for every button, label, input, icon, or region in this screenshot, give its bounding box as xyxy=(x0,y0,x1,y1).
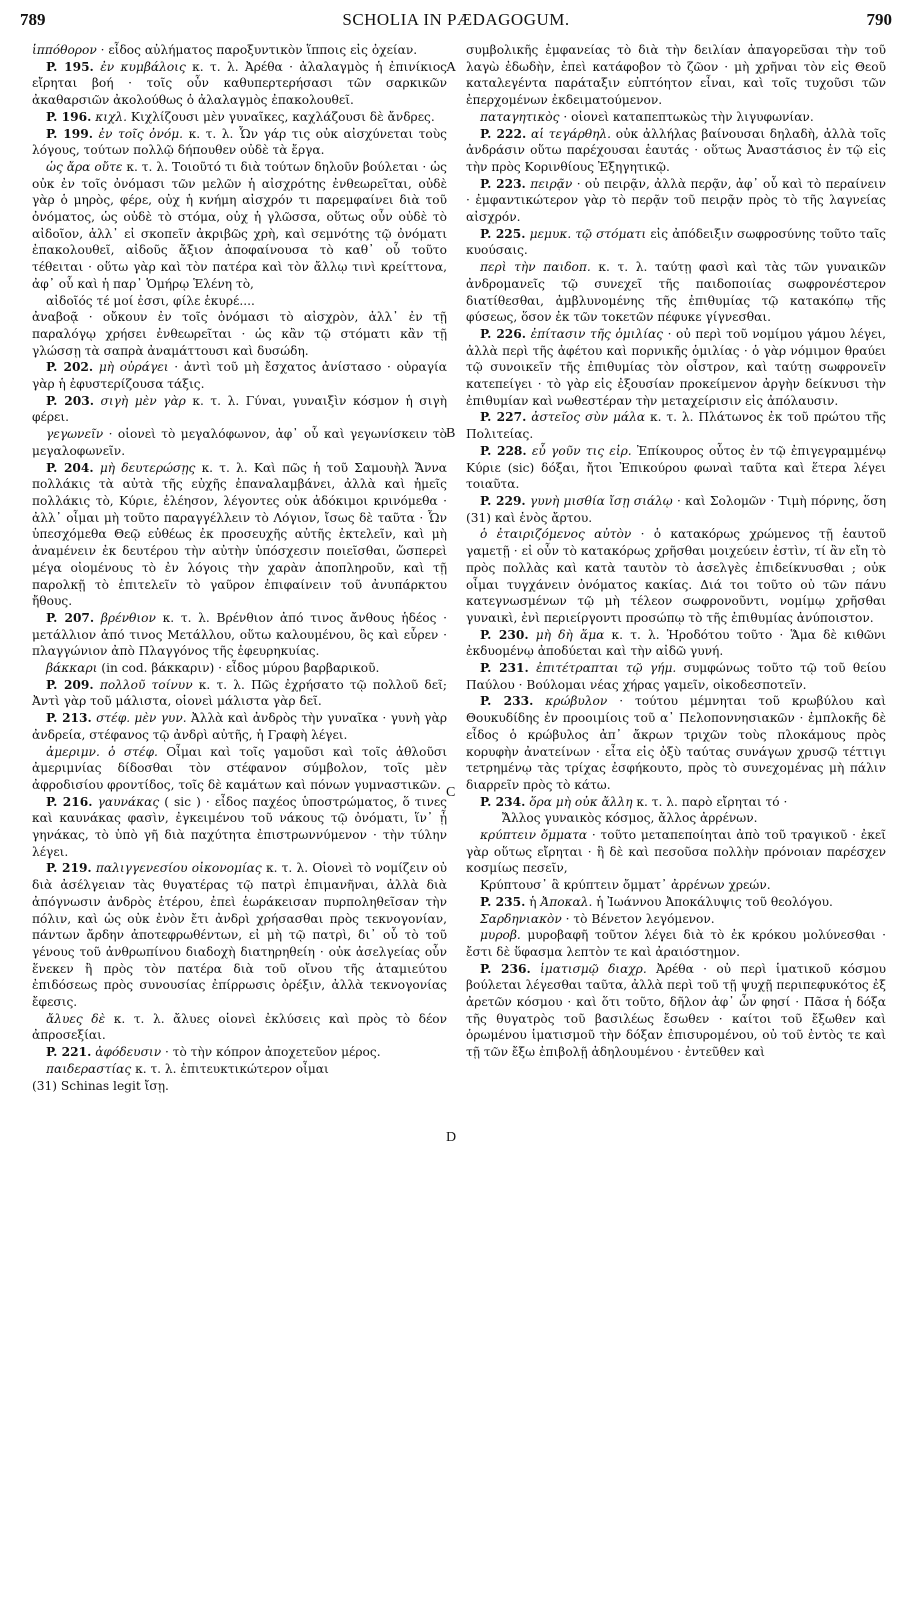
left-paragraph: παιδεραστίας κ. τ. λ. ἐπιτευκτικώτερον οἶμαι xyxy=(46,1061,329,1076)
right-paragraph: συμβολικῆς ἐμφανείας τὸ διὰ τὴν δειλίαν ἀπαγορεῦσαι τὴν τοῦ λαγὼ ἐδωδὴν, ἐπεὶ κατάφοβον τὸ ζῶον · μὴ χρῆναι τὸν εἰς Θεοῦ καταλεγέντα παράταξιν εὐπτόητον εἶναι, καὶ τοῖς τυχοῦσι τῶν ἐπερχομένων ἐκδειματούμενον. xyxy=(466,43,886,108)
margin-letter-a: A xyxy=(446,60,457,75)
left-paragraph: P. 213. στέφ. μὲν γυν. Ἀλλὰ καὶ ἀνδρὸς τὴν γυναῖκα · γυνὴ γὰρ ἀνδρεία, στέφανος τῷ ἀνδρὶ αὐτῆς, ἡ Γραφὴ λέγει. xyxy=(32,711,447,742)
right-paragraph: P. 226. ἐπίτασιν τῆς ὁμιλίας · οὐ περὶ τοῦ νομίμου γάμου λέγει, ἀλλὰ περὶ τῆς ἀφέτου καὶ πορνικῆς ὁμιλίας · ὁ γὰρ νόμιμον θραύει τῷ συνοικεῖν τῆς ἐπιθυμίας τὸν οἶστρον, καὶ ταύτῃ σωφρονεῖν κατεπείγει · τὸ γὰρ εἰς ἐξουσίαν προκείμενον ἀργὴν δείκνυσι τὴν ἐπιθυμίαν καὶ νωθεστέραν τὴν μεταχείρισιν εἰς ἀπόλαυσιν. xyxy=(466,326,886,408)
left-paragraph: ἄλυες δὲ κ. τ. λ. ἄλυες οἱονεὶ ἐκλύσεις καὶ πρὸς τὸ δέον ἀπροσεξίαι. xyxy=(32,1011,448,1043)
margin-letter-b: B xyxy=(446,426,456,441)
margin-letter-d: D xyxy=(446,1130,457,1145)
right-paragraph: μυροβ. μυροβαφῆ τοῦτον λέγει διὰ τὸ ἐκ κρόκου μολύνεσθαι · ἔστι δὲ ὕφασμα λεπτὸν τε καὶ ἀραιόστημον. xyxy=(466,928,886,959)
left-paragraph: ἱππόθορον · εἶδος αὐλήματος παροξυντικὸν ἵπποις εἰς ὀχείαν. xyxy=(32,43,418,57)
left-paragraph: γεγωνεῖν · οἱονεὶ τὸ μεγαλόφωνον, ἀφ᾽ οὗ καὶ γεγωνίσκειν τὸ μεγαλοφωνεῖν. xyxy=(32,427,447,458)
right-paragraph: P. 230. μὴ δὴ ἅμα κ. τ. λ. Ἡροδότου τοῦτο · Ἅμα δὲ κιθῶνι ἐκδυομένῳ ἀποδύεται καὶ τὴν αἰδῶ γυνή. xyxy=(466,627,886,659)
right-paragraph: κρύπτειν ὄμματα · τοῦτο μεταπεποίηται ἀπὸ τοῦ τραγικοῦ · ἐκεῖ γὰρ οὕτως εἴρηται · ἣ δὲ καὶ πεσοῦσα πολλὴν πρόνοιαν παρέσχεν κοσμίως πεσεῖν, xyxy=(466,828,886,876)
left-paragraph: ἀμεριμν. ὁ στέφ. Οἶμαι καὶ τοῖς γαμοῦσι καὶ τοῖς ἀθλοῦσι ἀμεριμνίας δίδοσθαι τὸν στέφανον σύμβολον, τοῖς μὲν ἀφροδισίου φροντίδος, τοῖς δὲ καμάτων καὶ πόνων γυμναστικῶν. xyxy=(32,744,447,792)
running-header xyxy=(20,10,892,36)
left-paragraph: P. 219. παλιγγενεσίου οἰκονομίας κ. τ. λ. Οἱονεὶ τὸ νομίζειν οὐ διὰ ἀσέλγειαν τὰς θυγατέρας τῷ πατρὶ ἐπιμανῆναι, ἀλλὰ διὰ ἀπόγνωσιν ἀνδρὸς ἑτέρου, ἐπεὶ ἑωράκεισαν πυρποληθεῖσαν τὴν πόλιν, καὶ ὡς οὐκ ἐνὸν ἔτι ἀνδρὶ χρήσασθαι πρὸς τεκνογονίαν, πάντων ἄρδην ἀποτεφρωθέντων, εἰ μὴ τῷ πατρὶ, δι᾽ οὗ τὸ τοῦ γένους τοῦ ἀνθρωπίνου διαδοχὴ διατηρηθείη · οὐκ ἀσελγείας οὖν ἕνεκεν ἢ πρὸς τὸν πατέρα διὰ τοῦ οἴνου τῆς ἀταμιεύτου ἐπιδόσεως πρὸς συνουσίας ἐπίρρωσις ὀρέξιν, ἀλλὰ τεκνογονίας ἔφεσις. xyxy=(32,861,448,1010)
left-paragraph: P. 204. μὴ δευτερώσῃς κ. τ. λ. Καὶ πῶς ἡ τοῦ Σαμουὴλ Ἄννα πολλάκις τὰ αὐτὰ τῆς εὐχῆς ἐπαναλαμβάνει, ἀλλὰ καὶ ἡμεῖς πολλάκις τὸ, Κύριε, ἐλέησον, λέγοντες οὐκ ἀδόκιμοι κρινόμεθα · ἀλλ᾽ οἶμαι μὴ τοῦτο παραγγέλλειν τὸ Λόγιον, ἴσως δὲ ταῦτα · Ὧν ὑπεσχόμεθα Θεῷ εὐθέως ἐκ προσευχῆς αὐτῆς ἐκτελεῖν, καὶ μὴ ἀναμένειν ἐκ δευτέρου τὴν αὐτὴν ὑπόσχεσιν ποιεῖσθαι, ὥσπερεὶ μέγα οἰομένους τὸ ἐν λόγοις τὴν χαρὰν ἀποπληροῦν, καὶ τῇ παρολκῇ τὸ ἐπιτελεῖν τὸ γαῦρον ἐπιφαίνειν τοῦ ἀνυπάρκτου ἤθους. xyxy=(32,460,447,609)
right-column xyxy=(466,42,886,1061)
right-paragraph: P. 225. μεμυκ. τῷ στόματι εἰς ἀπόδειξιν σωφροσύνης τοῦτο ταῖς κυούσαις. xyxy=(466,226,887,258)
left-paragraph: P. 221. ἀφόδευσιν · τὸ τὴν κόπρον ἀποχετεῦον μέρος. xyxy=(46,1045,381,1060)
left-paragraph: P. 207. βρένθιον κ. τ. λ. Βρένθιον ἀπό τινος ἄνθους ἡδέος · μετάλλιον ἀπό τινος Μετάλλου, οὕτω καλουμένου, ὃς καὶ εὗρεν · πλαγγώνιον ἀπὸ Πλαγγόνος τῆς ἐφευρηκυίας. xyxy=(32,610,447,659)
left-paragraph: P. 199. ἐν τοῖς ὀνόμ. κ. τ. λ. Ὧν γάρ τις οὐκ αἰσχύνεται τοὺς λόγους, τούτων πολλῷ δήπουθεν οὐδὲ τὰ ἔργα. xyxy=(32,126,447,158)
margin-letter-c: C xyxy=(446,785,456,800)
left-paragraph: ὡς ἄρα οὔτε κ. τ. λ. Τοιοῦτό τι διὰ τούτων δηλοῦν βούλεται · ὡς οὐκ ἐν τοῖς ὀνόμασι τῶν μελῶν ἡ αἰσχρότης ἐνθεωρεῖται, οὐδὲ γὰρ ὁ μηρὸς, φέρε, οὐχ ἡ κνήμη αἰσχρόν τι παρεμφαίνει διὰ τοῦ ὀνόματος, ὡς οὐδὲ τὸ στόμα, οὐχ ἡ γλῶσσα, οὕτως οὖν οὐδὲ τὸ αἰδοῖον, ἀλλ᾽ εἰ σκοπεῖν ἀκριβῶς χρὴ, καὶ σεμνότης τῷ ὀνόματι ἐπακολουθεῖ, αἰδοῦς ἄξιον ἀποφαίνουσα τὸ καθ᾽ οὗ τοῦτο τέθειται · οὕτω γὰρ καὶ τὸν πατέρα καὶ τὸν ἄλλῳ τινὶ κρείττονα, ἀφ᾽ οὗ καὶ ἡ παρ᾽ Ὁμήρῳ Ἑλένη τὸ, xyxy=(32,159,447,291)
left-paragraph: βάκκαρι (in cod. βάκκαριν) · εἶδος μύρου βαρβαρικοῦ. xyxy=(46,661,380,676)
right-paragraph: Σαρδηνιακὸν · τὸ Βένετον λεγόμενον. xyxy=(480,911,715,926)
running-title: SCHOLIA IN PÆDAGOGUM. xyxy=(342,10,570,29)
right-paragraph: P. 231. ἐπιτέτραπται τῷ γήμ. συμφώνως τοῦτο τῷ τοῦ θείου Παύλου · Βούλομαι νέας χήρας γαμεῖν, οἰκοδεσποτεῖν. xyxy=(466,661,886,692)
right-paragraph: P. 233. κρώβυλον · τούτου μέμνηται τοῦ κρωβύλου καὶ Θουκυδίδης ἐν προοιμίοις τοῦ α᾽ Πελοποννησιακῶν · ἐμπλοκῆς δὲ εἶδος ὁ κρώβυλος ἀπ᾽ ἄκρων τριχῶν τοὺς πλοκάμους πρὸς κορυφὴν ἀνατείνων · εἶτα εἰς ὀξὺ ταύτας συνάγων χρυσῷ τέττιγι τετρημένῳ τὰς τρίχας ἐσφήκουτο, πρὸς τὸ συνεχομένας μὴ πάλιν διαρρεῖν πρὸς τὸ κάτω. xyxy=(466,694,886,792)
left-paragraph: P. 195. ἐν κυμβάλοις κ. τ. λ. Ἀρέθα · ἀλαλαγμὸς ἡ ἐπινίκιος εἴρηται βοή · τοῖς οὖν καθυπερτερήσασι τῶν σαρκικῶν ἀκαθαρσιῶν ἀκολούθως ὁ ἀλαλαγμὸς ἐπακολουθεῖ. xyxy=(32,59,447,108)
footnote: (31) Schinas legit ἴσῃ. xyxy=(32,1078,169,1093)
right-paragraph: Ἄλλος γυναικὸς κόσμος, ἄλλος ἀρρένων. xyxy=(502,811,758,826)
right-paragraph: P. 228. εὖ γοῦν τις εἰρ. Ἐπίκουρος οὗτος ἐν τῷ ἐπιγεγραμμένῳ Κύριε (sic) δόξαι, ἤτοι Ἐπικούρου φωναὶ ταῦτα καὶ ἕτερα λέγει τοιαῦτα. xyxy=(466,443,886,492)
right-paragraph: ὁ ἐταιριζόμενος αὐτὸν · ὁ κατακόρως χρώμενος τῇ ἑαυτοῦ γαμετῇ · εἰ οὖν τὸ κατακόρως χρῆσθαι μοιχεύειν ἐστὶν, τί ἂν εἴη τὸ πρὸς πολλὰς καὶ κατὰ ταυτὸν τὸ ἀσελγὲς ἐπιδείκνυσθαι ; οὐκ οἶμαι τυγχάνειν ὀνόματος κακίας. Διά τοι τοῦτο οὐ τῶν πάνυ κατεγνωσμένων τῷ μὴ τέλεον σωφρονοῦντι, νομίμῳ χρῆσθαι γυναικὶ, ἐνὶ περιείργοντι προσώπῳ τὸ τῆς ἐπιθυμίας ἀνύποιστον. xyxy=(466,527,886,625)
page-number-left: 789 xyxy=(20,10,46,29)
right-paragraph: Κρύπτουσ᾽ ἃ κρύπτειν ὄμματ᾽ ἀρρένων χρεών. xyxy=(480,878,771,893)
left-paragraph: αἰδοῖός τέ μοί ἐσσι, φίλε ἑκυρέ.... xyxy=(46,293,255,308)
right-paragraph: παταγητικὸς · οἱονεὶ καταπεπτωκὼς τὴν λιγυφωνίαν. xyxy=(480,109,814,124)
left-paragraph: P. 202. μὴ οὐράγει · ἀντὶ τοῦ μὴ ἔσχατος ἀνίστασο · οὐραγία γὰρ ἡ ἐφυστερίζουσα τάξις. xyxy=(32,360,448,392)
right-paragraph: P. 234. ὅρα μὴ οὐκ ἄλλη κ. τ. λ. παρὸ εἴρηται τό · xyxy=(480,794,788,809)
right-paragraph: P. 222. αἱ τεγάρθηλ. οὐκ ἀλλήλας βαίνουσαι δηλαδὴ, ἀλλὰ τοῖς ἀνδράσιν οὕτω παρέχουσαι ἑαυτάς · οὕτως Ἀναστάσιος ἐν τῷ εἰς τὴν πρὸς Κορινθίους Ἐξηγητικῷ. xyxy=(466,126,886,174)
left-paragraph: P. 196. κιχλ. Κιχλίζουσι μὲν γυναῖκες, καχλάζουσι δὲ ἄνδρες. xyxy=(46,109,435,124)
right-paragraph: P. 236. ἱματισμῷ διαχρ. Ἀρέθα · οὐ περὶ ἱματικοῦ κόσμου βούλεται λέγεσθαι ταῦτα, ἀλλὰ περὶ τοῦ τῇ ψυχῇ περιπεφυκότος ἐξ ἀρετῶν κόσμου · καὶ ὅτι τοῦτο, δῆλον ἀφ᾽ ὧν φησί · Πᾶσα ἡ δόξα τῆς θυγατρὸς τοῦ βασιλέως ἔσωθεν · καίτοι τοῦ ἔξωθεν καὶ ὁρωμένου ἱματισμοῦ τὴν δόξαν ἐπισυρομένου, οὐ τοῦ ἐντὸς τε καὶ τῇ τῶν ἔξω ἐπιβολῇ ἀδηλουμένου · ἐντεῦθεν καὶ xyxy=(466,961,886,1060)
page-number-right: 790 xyxy=(866,10,892,29)
right-paragraph: P. 229. γυνὴ μισθία ἴσῃ σιάλῳ · καὶ Σολομῶν · Τιμὴ πόρνης, ὅση (31) καὶ ἑνὸς ἄρτου. xyxy=(466,493,886,525)
right-paragraph: P. 223. πειρᾷν · οὐ πειρᾷν, ἀλλὰ περᾷν, ἀφ᾽ οὗ καὶ τὸ περαίνειν · ἐμφαντικώτερον γὰρ τὸ περᾷν τοῦ πειρᾷν πρὸς τὸ τῆς λαγνείας αἰσχρόν. xyxy=(466,176,886,225)
left-paragraph: P. 216. γαυνάκας ( sic ) · εἶδος παχέος ὑποστρώματος, ὅ τινες καὶ καυνάκας φασὶν, ἐγκειμένου τοῦ νάκους τῷ ὀνόματι, ἵν᾽ ᾖ γηνάκας, τὸ ὑπὸ γῆ διὰ παχύτητα ἐπιστρωννύμενον · τὴν τύλην λέγει. xyxy=(32,794,447,859)
right-paragraph: P. 227. ἀστεῖος σὺν μάλα κ. τ. λ. Πλάτωνος ἐκ τοῦ πρώτου τῆς Πολιτείας. xyxy=(466,410,886,442)
right-paragraph: P. 235. ἡ Ἀποκαλ. ἡ Ἰωάννου Ἀποκάλυψις τοῦ θεολόγου. xyxy=(480,894,833,909)
left-paragraph: P. 209. πολλοῦ τοίνυν κ. τ. λ. Πῶς ἐχρήσατο τῷ πολλοῦ δεῖ; Ἀντὶ γὰρ τοῦ μάλιστα, οἱονεὶ μάλιστα γὰρ δεῖ. xyxy=(32,677,447,709)
left-column xyxy=(32,42,447,1094)
left-paragraph: P. 203. σιγὴ μὲν γὰρ κ. τ. λ. Γύναι, γυναιξὶν κόσμον ἡ σιγὴ φέρει. xyxy=(32,393,447,425)
right-paragraph: περὶ τὴν παιδοπ. κ. τ. λ. ταύτῃ φασὶ καὶ τὰς τῶν γυναικῶν ἀνδρομανεῖς τῷ συνεχεῖ τῆς παιδοποιίας σωφρονέστερον διατίθεσθαι, ἀμβλυνομένης τῆς ἐπιθυμίας τῷ κατακόπῳ τῆς φύσεως, ὅσον ἐκ τῶν τοκετῶν πέφυκε γίγνεσθαι. xyxy=(466,260,886,325)
left-paragraph: ἀναβοᾷ · οὔκουν ἐν τοῖς ὀνόμασι τὸ αἰσχρὸν, ἀλλ᾽ ἐν τῇ παραλόγῳ χρήσει ἐνθεωρεῖται · ὡς κἂν τῷ στόματι κἂν τῇ γλώσσῃ τὰ σαπρὰ ἀναμάττουσι καὶ δυσώδη. xyxy=(32,310,447,358)
